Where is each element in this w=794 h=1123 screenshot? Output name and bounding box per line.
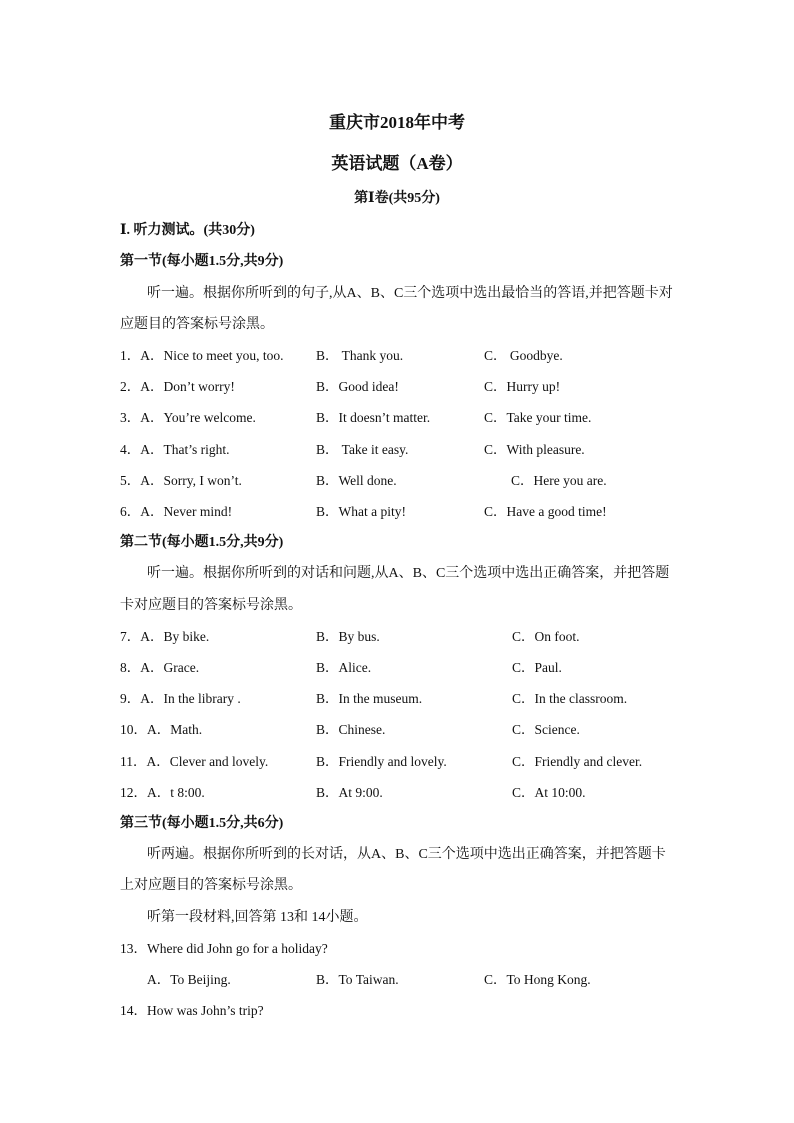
section-instruction: 卡对应题目的答案标号涂黑。 [120, 598, 302, 613]
question-option-b: B．It doesn’t matter. [316, 410, 431, 425]
material-note: 听第一段材料,回答第 13和 14小题。 [147, 910, 368, 925]
question-option-a: 2．A．Don’t worry! [120, 379, 235, 394]
section-instruction: 上对应题目的答案标号涂黑。 [120, 878, 302, 893]
question-option-a: 7．A．By bike. [120, 629, 210, 644]
question-option-c: C．Science. [512, 722, 580, 737]
part-heading: Ⅰ. 听力测试。(共30分) [120, 223, 255, 238]
question-option-b: B．Chinese. [316, 722, 386, 737]
question-option-b: B．What a pity! [316, 504, 406, 519]
question-option-c: C．To Hong Kong. [484, 972, 591, 987]
question-option-b: B． Take it easy. [316, 442, 409, 457]
question-option-c: C．Here you are. [511, 473, 607, 488]
exam-title: 重庆市2018年中考 [329, 113, 465, 132]
section-heading: 第二节(每小题1.5分,共9分) [120, 535, 284, 550]
question-option-b: B．Alice. [316, 660, 372, 675]
question-option-c: C． Goodbye. [484, 348, 563, 363]
question-option-a: 8．A．Grace. [120, 660, 200, 675]
question-option-a: 5．A．Sorry, I won’t. [120, 473, 242, 488]
section-heading: 第三节(每小题1.5分,共6分) [120, 816, 284, 831]
question-option-c: C．Hurry up! [484, 379, 561, 394]
section-instruction: 听一遍。根据你所听到的对话和问题,从A、B、C三个选项中选出正确答案，并把答题 [147, 566, 670, 581]
question-option-c: C．At 10:00. [512, 785, 586, 800]
question-option-a: 1．A．Nice to meet you, too. [120, 348, 284, 363]
question-option-a: 10．A．Math. [120, 722, 203, 737]
exam-subtitle: 英语试题（A卷） [331, 154, 463, 173]
question-option-c: C．On foot. [512, 629, 580, 644]
question-option-b: B．At 9:00. [316, 785, 383, 800]
question-option-b: B．Friendly and lovely. [316, 754, 447, 769]
section-instruction: 听一遍。根据你所听到的句子,从A、B、C三个选项中选出最恰当的答语,并把答题卡对 [147, 286, 673, 301]
question-option-c: C．Friendly and clever. [512, 754, 643, 769]
question-option-c: C．In the classroom. [512, 691, 628, 706]
question-option-b: B．In the museum. [316, 691, 423, 706]
question-option-a: 11．A．Clever and lovely. [120, 754, 269, 769]
section-heading: 第一节(每小题1.5分,共9分) [120, 254, 284, 269]
question-option-b: B．By bus. [316, 629, 380, 644]
question-option-b: B． Thank you. [316, 348, 404, 363]
question-option-c: C．Paul. [512, 660, 562, 675]
question-option-a: 12．A．t 8:00. [120, 785, 205, 800]
question-option-c: C．Have a good time! [484, 504, 607, 519]
question-option-b: B．To Taiwan. [316, 972, 399, 987]
question-stem: 13．Where did John go for a holiday? [120, 941, 328, 956]
question-option-a: 6．A．Never mind! [120, 504, 233, 519]
section-instruction: 听两遍。根据你所听到的长对话，从A、B、C三个选项中选出正确答案，并把答题卡 [147, 847, 666, 862]
question-option-a: 3．A．You’re welcome. [120, 410, 256, 425]
section-instruction: 应题目的答案标号涂黑。 [120, 317, 274, 332]
question-option-c: C．Take your time. [484, 410, 592, 425]
question-option-a: 4．A．That’s right. [120, 442, 230, 457]
question-option-c: C．With pleasure. [484, 442, 585, 457]
question-option-a: A．To Beijing. [147, 972, 231, 987]
question-option-a: 9．A．In the library . [120, 691, 241, 706]
question-option-b: B．Good idea! [316, 379, 399, 394]
question-stem: 14．How was John’s trip? [120, 1003, 264, 1018]
volume-heading: 第Ⅰ卷(共95分) [354, 191, 440, 206]
question-option-b: B．Well done. [316, 473, 397, 488]
